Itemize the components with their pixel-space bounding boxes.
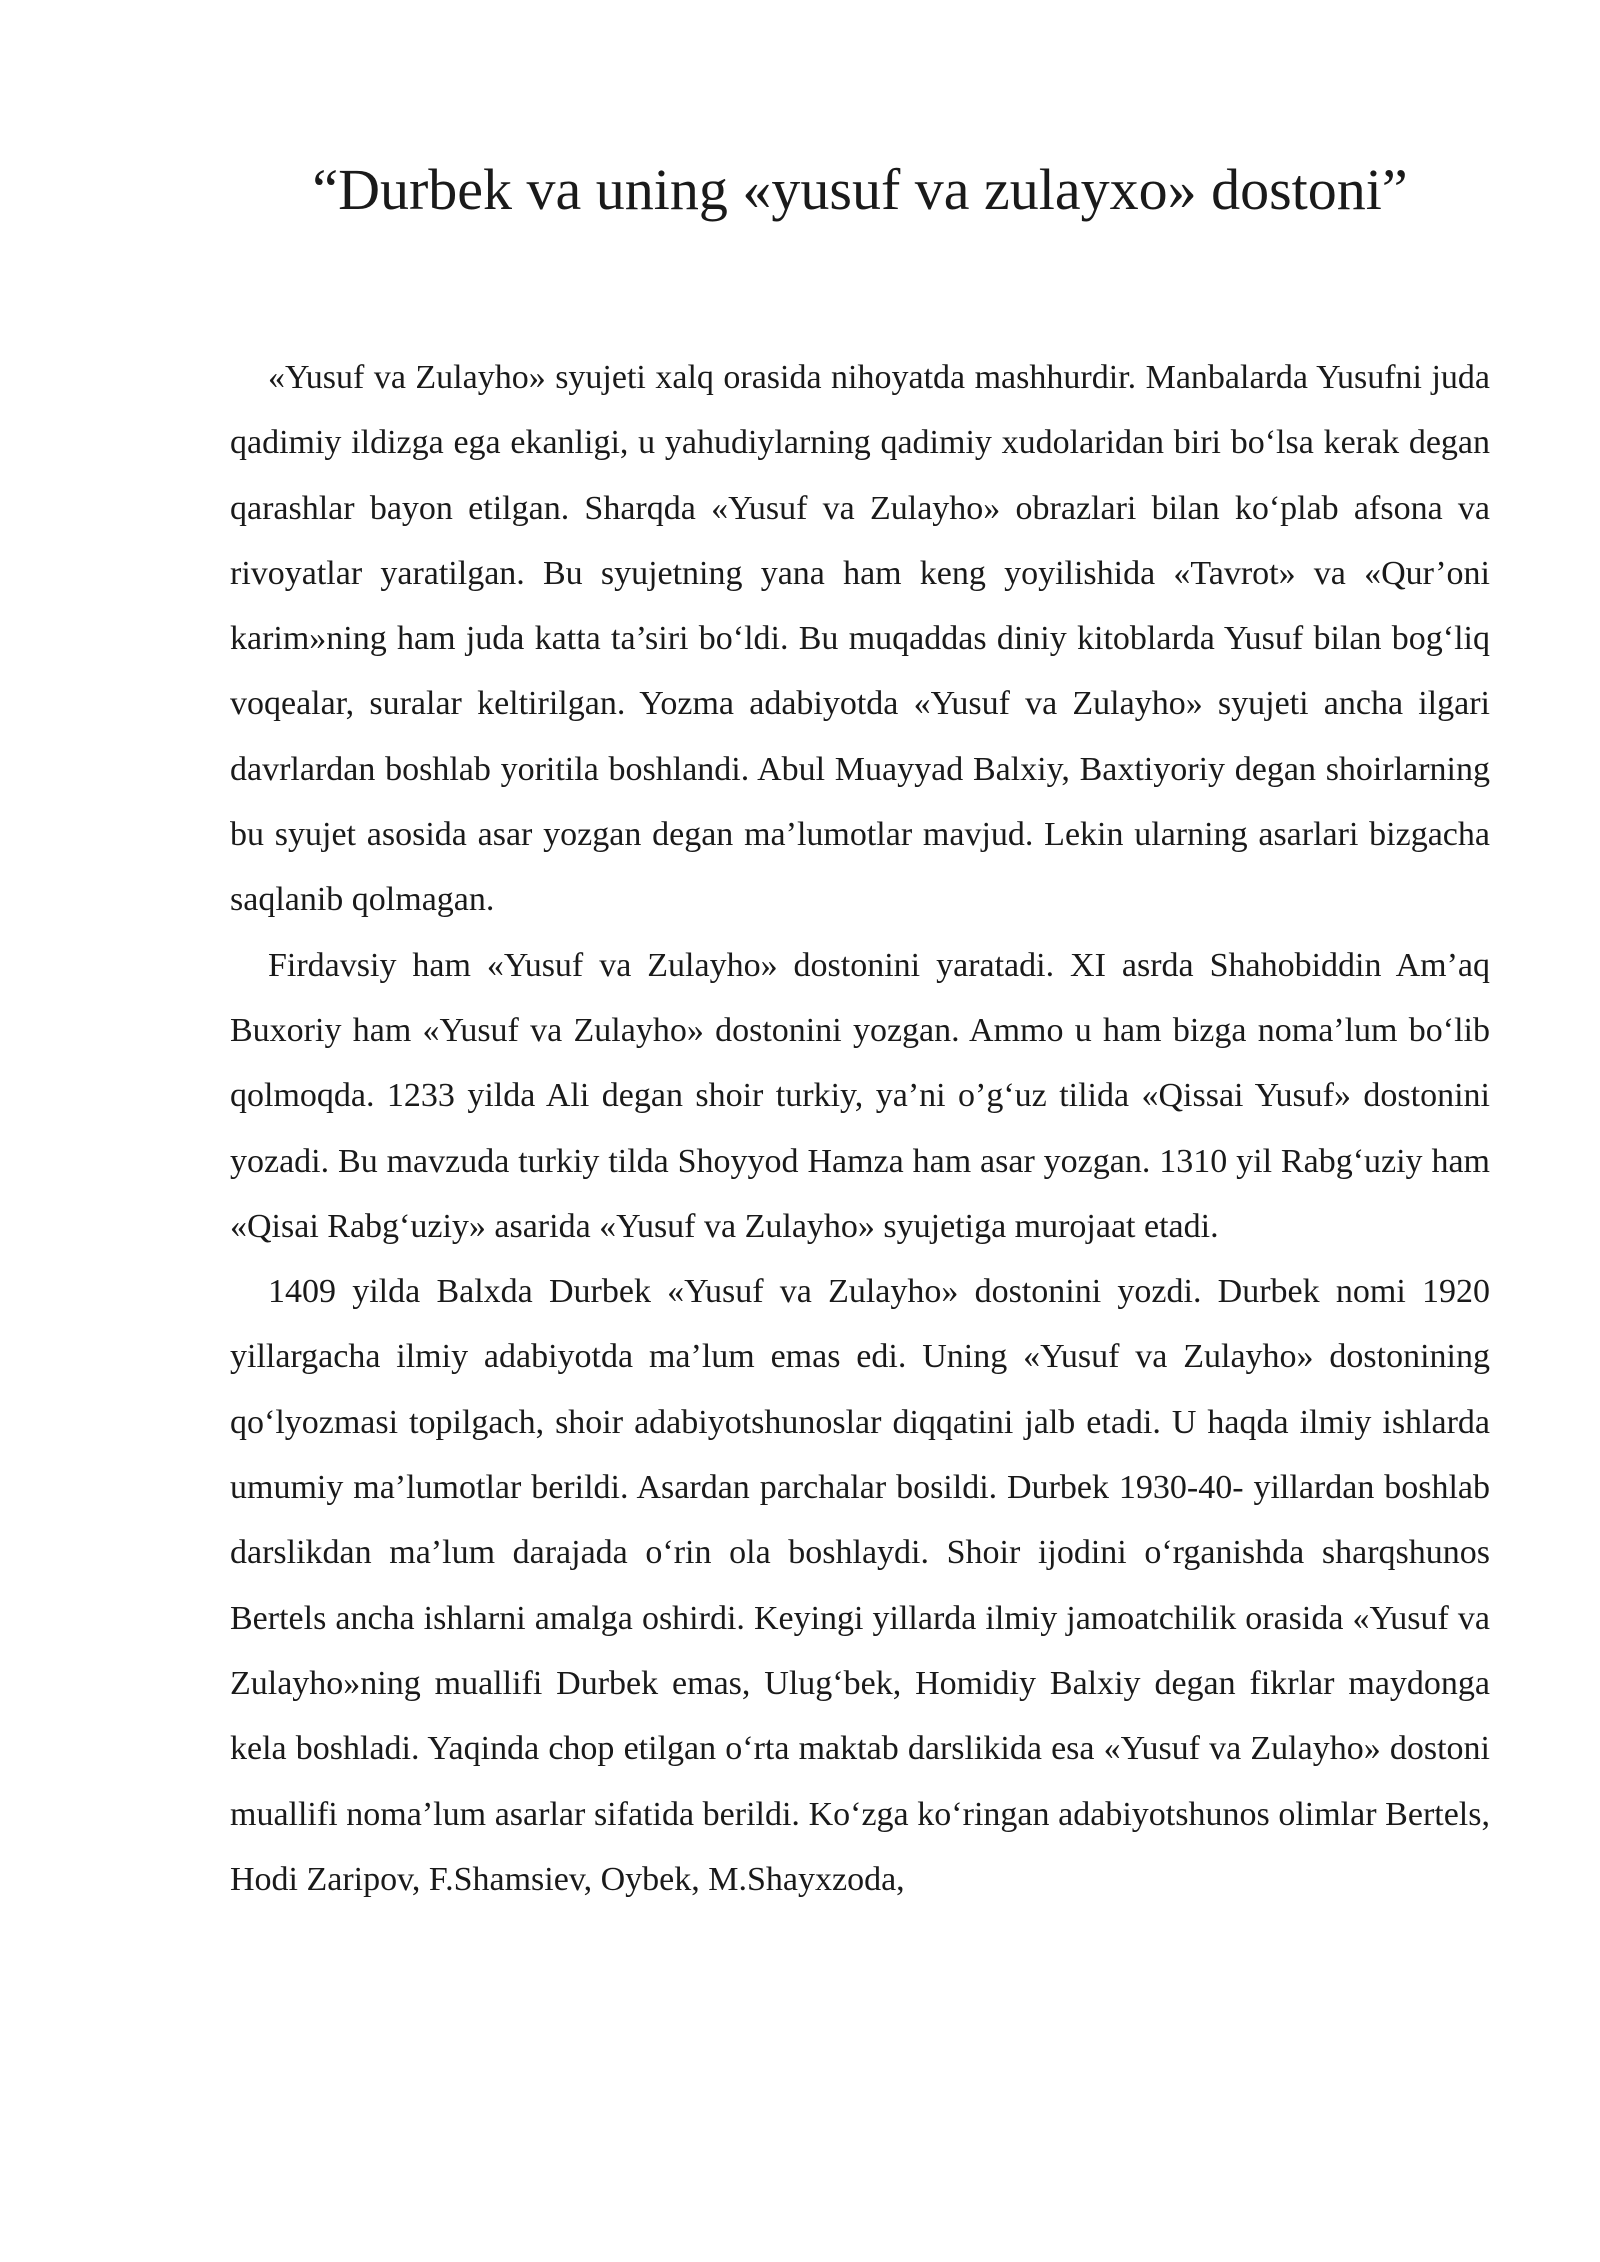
document-body: [230, 345, 1490, 1912]
paragraph-3: 1409 yilda Balxda Durbek «Yusuf va Zulayho» dostonini yozdi. Durbek nomi 1920 yillargacha ilmiy adabiyotda ma’lum emas edi. Uning «Yusuf va Zulayho» dostonining qoʻlyozmasi topilgach, shoir adabiyotshunoslar diqqatini jalb etadi. U haqda ilmiy ishlarda umumiy ma’lumotlar berildi. Asardan parchalar bosildi. Durbek 1930-40- yillardan boshlab darslikdan ma’lum darajada oʻrin ola boshlaydi. Shoir ijodini oʻrganishda sharqshunos Bertels ancha ishlarni amalga oshirdi. Keyingi yillarda ilmiy jamoatchilik orasida «Yusuf va Zulayho»ning muallifi Durbek emas, Ulugʻbek, Homidiy Balxiy degan fikrlar maydonga kela boshladi. Yaqinda chop etilgan oʻrta maktab darslikida esa «Yusuf va Zulayho» dostoni muallifi noma’lum asarlar sifatida berildi. Koʻzga koʻringan adabiyotshunos olimlar Bertels, Hodi Zaripov, F.Shamsiev, Oybek, M.Shayxzoda,: [230, 1273, 1490, 1898]
paragraph-1: «Yusuf va Zulayho» syujeti xalq orasida nihoyatda mashhurdir. Manbalarda Yusufni juda qadimiy ildizga ega ekanligi, u yahudiylarning qadimiy xudolaridan biri boʻlsa kerak degan qarashlar bayon etilgan. Sharqda «Yusuf va Zulayho» obrazlari bilan koʻplab afsona va rivoyatlar yaratilgan. Bu syujetning yana ham keng yoyilishida «Tavrot» va «Qur’oni karim»ning ham juda katta ta’siri boʻldi. Bu muqaddas diniy kitoblarda Yusuf bilan bogʻliq voqealar, suralar keltirilgan. Yozma adabiyotda «Yusuf va Zulayho» syujeti ancha ilgari davrlardan boshlab yoritila boshlandi. Abul Muayyad Balxiy, Baxtiyoriy degan shoirlarning bu syujet asosida asar yozgan degan ma’lumotlar mavjud. Lekin ularning asarlari bizgacha saqlanib qolmagan.: [230, 359, 1490, 919]
paragraph-2: Firdavsiy ham «Yusuf va Zulayho» dostonini yaratadi. XI asrda Shahobiddin Am’aq Buxoriy ham «Yusuf va Zulayho» dostonini yozgan. Ammo u ham bizga noma’lum boʻlib qolmoqda. 1233 yilda Ali degan shoir turkiy, ya’ni o’g‘uz tilida «Qissai Yusuf» dostonini yozadi. Bu mavzuda turkiy tilda Shoyyod Hamza ham asar yozgan. 1310 yil Rabgʻuziy ham «Qisai Rabgʻuziy» asarida «Yusuf va Zulayho» syujetiga murojaat etadi.: [230, 946, 1490, 1245]
document-title: “Durbek va uning «yusuf va zulayxo» dostoni”: [312, 157, 1408, 222]
